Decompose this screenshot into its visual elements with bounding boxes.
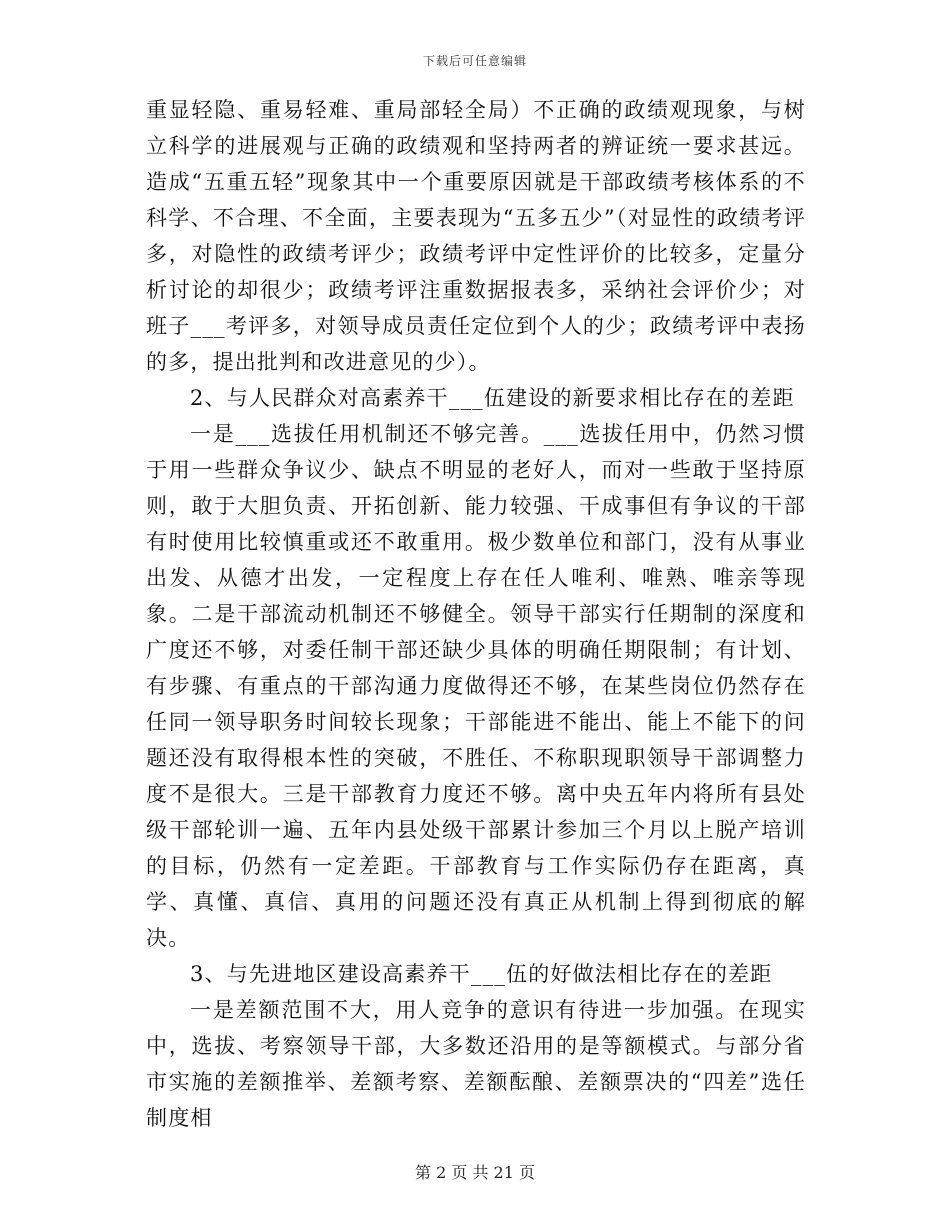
paragraph-heading-3: 3、与先进地区建设高素养干___伍的好做法相比存在的差距 [190, 962, 773, 986]
paragraph-2: 一是___选拔任用机制还不够完善。___选拔任用中，仍然习惯于用一些群众争议少、缺点不明显的老好人，而对一些敢于坚持原则，敢于大胆负责、开拓创新、能力较强、干成事但有争议的干部有时使用比较慎重或还不敢重用。极少数单位和部门，没有从事业出发、从德才出发，一定程度上存在任人唯利、唯熟、唯亲等现象。二是干部流动机制还不够健全。领导干部实行任期制的深度和广度还不够，对委任制干部还缺少具体的明确任期限制；有计划、有步骤、有重点的干部沟通力度做得还不够，在某些岗位仍然存在任同一领导职务时间较长现象；干部能进不能出、能上不能下的问题还没有取得根本性的突破，不胜任、不称职现职领导干部调整力度不是很大。三是干部教育力度还不够。离中央五年内将所有县处级干部轮训一遍、五年内县处级干部累计参加三个月以上脱产培训的目标，仍然有一定差距。干部教育与工作实际仍存在距离，真学、真懂、真信、真用的问题还没有真正从机制上得到彻底的解决。 [146, 422, 806, 950]
document-body [146, 92, 806, 1136]
page-footer: 第 2 页 共 21 页 [415, 1163, 535, 1182]
paragraph-1: 重显轻隐、重易轻难、重局部轻全局）不正确的政绩观现象，与树立科学的进展观与正确的政绩观和坚持两者的辨证统一要求甚远。造成“五重五轻”现象其中一个重要原因就是干部政绩考核体系的不科学、不合理、不全面，主要表现为“五多五少”（对显性的政绩考评多，对隐性的政绩考评少；政绩考评中定性评价的比较多，定量分析讨论的却很少；政绩考评注重数据报表多，采纳社会评价少；对班子___考评多，对领导成员责任定位到个人的少；政绩考评中表扬的多，提出批判和改进意见的少）。 [146, 98, 806, 374]
page-header: 下载后可任意编辑 [422, 54, 527, 68]
paragraph-heading-2: 2、与人民群众对高素养干___伍建设的新要求相比存在的差距 [190, 386, 795, 410]
paragraph-3: 一是差额范围不大，用人竞争的意识有待进一步加强。在现实中，选拔、考察领导干部，大多数还沿用的是等额模式。与部分省市实施的差额推举、差额考察、差额酝酿、差额票决的“四差”选任制度相 [146, 998, 806, 1130]
